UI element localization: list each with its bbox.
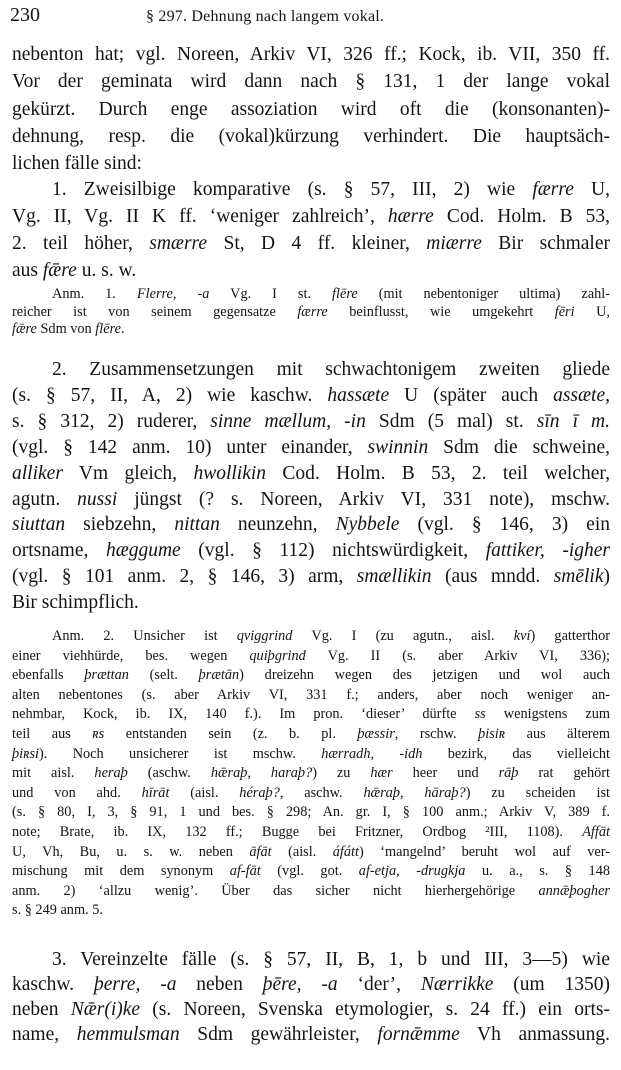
italic-term: smællikin (356, 566, 432, 588)
text-line (12, 975, 610, 995)
text-run: (s. Noreen, Svenska etymologier, s. 24 ff.) ein orts- (140, 999, 610, 1020)
text-line (12, 1025, 610, 1045)
italic-term: hǣraþ, hāraþ? (363, 784, 466, 801)
text-line (12, 490, 610, 510)
text-run: , aschw. (279, 784, 364, 801)
text-line (12, 567, 610, 587)
text-run: Vg. I st. (209, 286, 333, 302)
text-run: Vg. I (zu agutn., aisl. (292, 628, 514, 644)
text-run: (vgl. § 112) nichtswürdigkeit, (180, 540, 486, 562)
italic-term: swinnin (367, 436, 429, 458)
italic-term: flēre (332, 286, 358, 302)
italic-term: þiʀsi (12, 745, 40, 762)
italic-term: nussi (77, 488, 118, 510)
italic-term: assæte (553, 384, 606, 406)
text-line (12, 747, 610, 761)
text-run: , (172, 286, 198, 302)
text-run: Anm. 2. Unsicher ist (52, 628, 237, 644)
text-line (12, 412, 610, 432)
text-run: mischung mit dem synonym (12, 863, 230, 880)
italic-term: hwollikin (193, 462, 267, 484)
text-run: aus älterem (505, 726, 611, 742)
text-run: (aschw. (127, 765, 211, 782)
italic-term: quiþgrind (249, 647, 306, 664)
italic-term: hǣraþ, haraþ? (210, 765, 313, 782)
text-run: note; Brate, ib. IX, 132 ff.; Bugge bei Fritzner, Ordbog ²III, 1108). (12, 824, 583, 840)
italic-term: Nǣr(i)ke (70, 999, 141, 1020)
text-line (12, 72, 610, 92)
text-run: name, (12, 1024, 77, 1045)
text-line (12, 668, 610, 682)
text-line (12, 322, 610, 336)
text-run: Cod. Holm. B 53, 2. teil welcher, (266, 462, 610, 484)
running-title: § 297. Dehnung nach langem vokal. (146, 8, 385, 25)
text-line (12, 825, 610, 839)
text-run: ) dreizehn wegen des jetzigen und wol auch (239, 667, 610, 684)
text-run: , (605, 384, 610, 406)
text-run: U, (573, 179, 610, 200)
text-run: anm. 2) ‘allzu wenig’. Über das sicher nicht hierhergehörige (12, 882, 539, 899)
text-run: (vgl. § 142 anm. 10) unter einander, (12, 436, 368, 458)
text-run: , rschw. (394, 726, 479, 742)
text-run: wenigstens zum (485, 706, 611, 723)
italic-term: rāþ (498, 765, 519, 782)
text-run: ) zu (312, 765, 371, 782)
text-line (12, 234, 610, 254)
text-run: lichen fälle sind: (12, 153, 142, 175)
text-run: 2. Zusammensetzungen mit schwachtonigem zweiten gliede (52, 359, 610, 380)
text-line (12, 629, 610, 643)
text-run: U, Vh, Bu, u. s. w. neben (12, 843, 250, 860)
text-line (12, 464, 610, 484)
italic-term: annǣþogher (538, 882, 610, 899)
italic-term: miærre (426, 233, 482, 254)
text-run: nehmbar, Kock, ib. IX, 140 f.). Im pron. ‘dieser’ dürfte (12, 706, 475, 723)
italic-term: hīrāt (141, 784, 170, 801)
italic-term: hemmulsman (76, 1024, 180, 1045)
text-run: 1. Zweisilbige komparative (s. § 57, III, 2) wie (52, 179, 533, 200)
text-run: nebenton hat; vgl. Noreen, Arkiv VI, 326 ff.; Kock, ib. VII, 350 ff. (12, 44, 610, 65)
italic-term: flēre (95, 321, 121, 337)
text-run: ‘der’, (337, 974, 421, 995)
text-run: (vgl. § 146, 3) ein (399, 514, 610, 536)
text-line (12, 766, 610, 780)
italic-term: siuttan (12, 514, 66, 536)
text-run: Cod. Holm. B 53, (433, 206, 610, 227)
text-line (12, 45, 610, 65)
text-run: Vg. II, Vg. II K ff. ‘weniger zahlreich’, (12, 206, 388, 227)
text-run: (um 1350) (493, 974, 611, 995)
text-run: beinflusst, wie umgekehrt (327, 303, 555, 320)
text-line (12, 154, 610, 174)
italic-term: áfátt (332, 843, 359, 860)
text-run: ). Noch unsicherer ist mschw. (39, 745, 322, 762)
text-run: Sdm (5 mal) st. (365, 410, 537, 432)
text-run: Sdm die schweine, (428, 436, 611, 458)
text-run: (aus mndd. (431, 566, 554, 588)
text-line (12, 360, 610, 380)
text-run: neben (176, 974, 263, 995)
italic-term: fǣre (42, 260, 77, 281)
text-run: und von ahd. (12, 784, 142, 801)
text-line (12, 593, 610, 613)
text-run: agutn. (12, 488, 78, 510)
italic-term: Nærrikke (420, 974, 494, 995)
text-run: St, D 4 ff. kleiner, (207, 233, 427, 254)
text-run: Sdm von (36, 321, 96, 337)
text-line (12, 688, 610, 702)
text-line (12, 541, 610, 561)
text-run: siebzehn, (65, 514, 175, 536)
text-run: u. a., s. § 148 (465, 863, 611, 880)
text-run: U, (574, 303, 610, 320)
italic-term: Flerre (136, 286, 173, 302)
text-run: Anm. 1. (52, 286, 137, 302)
text-run: 2. teil höher, (12, 233, 150, 254)
text-run: u. s. w. (76, 260, 137, 281)
italic-term: ss (474, 706, 486, 723)
text-run: (vgl. got. (260, 863, 359, 880)
text-run: mit aisl. (12, 765, 95, 782)
text-run: ebenfalls (12, 667, 85, 684)
text-line (12, 207, 610, 227)
italic-term: færre (532, 179, 574, 200)
italic-term: hærradh, -idh (321, 745, 423, 762)
text-run: reicher ist von seinem gegensatze (12, 303, 298, 320)
italic-term: fǣre (12, 321, 37, 337)
italic-term: Nybbele (335, 514, 400, 536)
text-run: s. § 249 anm. 5. (12, 902, 103, 919)
text-run: (s. § 57, II, A, 2) wie kaschw. (12, 384, 328, 406)
italic-term: þrættan (84, 667, 129, 684)
text-line (12, 1000, 610, 1020)
text-run: Vm gleich, (62, 462, 194, 484)
text-line (12, 438, 610, 458)
italic-term: heraþ (94, 765, 128, 782)
italic-term: héraþ? (239, 784, 280, 801)
text-line (12, 864, 610, 878)
italic-term: kví (513, 628, 531, 644)
text-run: ) (603, 566, 611, 588)
text-run: s. § 312, 2) ruderer, (12, 410, 211, 432)
italic-term: hærre (387, 206, 434, 227)
italic-term: āfāt (249, 843, 272, 860)
text-run: 3. Vereinzelte fälle (s. § 57, II, B, 1, b und III, 3—5) wie (52, 949, 610, 970)
italic-term: þæssir (357, 726, 395, 742)
text-run: ) ‘mangelnd’ beruht wol auf ver- (358, 843, 610, 860)
text-run: (mit nebentoniger ultima) zahl- (357, 286, 610, 302)
text-run: Bir schmaler (481, 233, 610, 254)
text-run: entstanden sein (z. b. pl. (104, 726, 358, 742)
text-run: ) zu scheiden ist (465, 784, 610, 801)
italic-term: þēre, -a (262, 974, 338, 995)
text-line (12, 805, 610, 819)
text-run: bezirk, das vielleicht (422, 745, 610, 762)
text-line (12, 127, 610, 147)
text-line (12, 786, 610, 800)
italic-term: hær (370, 765, 393, 782)
italic-term: Affāt (582, 824, 610, 840)
text-run: Sdm gewährleister, (179, 1024, 378, 1045)
text-run: Vh anmassung. (459, 1024, 610, 1045)
page-number: 230 (10, 4, 40, 26)
text-run: aus (12, 260, 43, 281)
text-run: Bir schimpflich. (12, 592, 139, 614)
text-line (12, 845, 610, 859)
text-run: (vgl. § 101 anm. 2, § 146, 3) arm, (12, 566, 357, 588)
text-line (12, 180, 610, 200)
text-run: neben (12, 999, 71, 1020)
italic-term: ʀs (92, 726, 105, 742)
text-line (12, 305, 610, 319)
italic-term: sinne mællum, -in (210, 410, 366, 432)
text-run: kaschw. (12, 974, 94, 995)
text-run: heer und (392, 765, 499, 782)
italic-term: af-fāt (229, 863, 261, 880)
italic-term: fornǣmme (377, 1024, 460, 1045)
italic-term: fattiker, -igher (485, 540, 610, 562)
text-run: Vg. II (s. aber Arkiv VI, 336); (305, 647, 611, 664)
text-run: (selt. (128, 667, 199, 684)
text-run: ) gatterthor (530, 628, 610, 644)
text-run: ortsname, (12, 540, 106, 562)
italic-term: hæggume (105, 540, 181, 562)
text-line (12, 884, 610, 898)
text-run: (aisl. (271, 843, 333, 860)
text-run: dehnung, resp. die (vokal)kürzung verhindert. Die hauptsäch- (12, 125, 610, 147)
text-run: . (120, 321, 125, 337)
text-line (12, 515, 610, 535)
text-run: neunzehn, (219, 514, 336, 536)
text-line (12, 707, 610, 721)
text-run: (s. § 80, I, 3, § 91, 1 und bes. § 298; An. gr. I, § 100 anm.; Arkiv V, 389 f. (12, 804, 610, 821)
text-line (12, 386, 610, 406)
italic-term: færre (297, 303, 328, 320)
italic-term: þerre, -a (93, 974, 177, 995)
text-run: (aisl. (169, 784, 240, 801)
text-line (12, 727, 610, 741)
text-run: rat gehört (518, 765, 610, 782)
italic-term: af-etja, -drugkja (358, 863, 466, 880)
italic-term: smærre (149, 233, 208, 254)
text-line (12, 903, 610, 917)
italic-term: qviggrind (236, 628, 293, 644)
text-run: Vor der geminata wird dann nach § 131, 1 der lange vokal (12, 71, 610, 93)
text-run: jüngst (? s. Noreen, Arkiv VI, 331 note), mschw. (117, 488, 610, 510)
text-run: alten nebentones (s. aber Arkiv VI, 331 f.; anders, aber noch weniger an- (12, 686, 610, 703)
italic-term: nittan (174, 514, 220, 536)
text-line (12, 261, 610, 281)
text-line (12, 100, 610, 120)
text-run: U (später auch (389, 384, 554, 406)
italic-term: smēlik (553, 566, 604, 588)
italic-term: þrætān (198, 667, 240, 684)
text-line (12, 287, 610, 301)
italic-term: alliker (12, 462, 63, 484)
text-run: einer viehhürde, bes. wegen (12, 647, 250, 664)
italic-term: -a (197, 286, 210, 302)
text-run: teil aus (12, 726, 93, 742)
italic-term: fēri (554, 303, 575, 320)
text-line (12, 649, 610, 663)
text-run: gekürzt. Durch enge assoziation wird oft die (konsonanten)- (12, 98, 610, 120)
text-line (12, 950, 610, 970)
italic-term: hassæte (327, 384, 390, 406)
italic-term: sīn ī m. (536, 410, 611, 432)
italic-term: þisiʀ (478, 726, 506, 742)
